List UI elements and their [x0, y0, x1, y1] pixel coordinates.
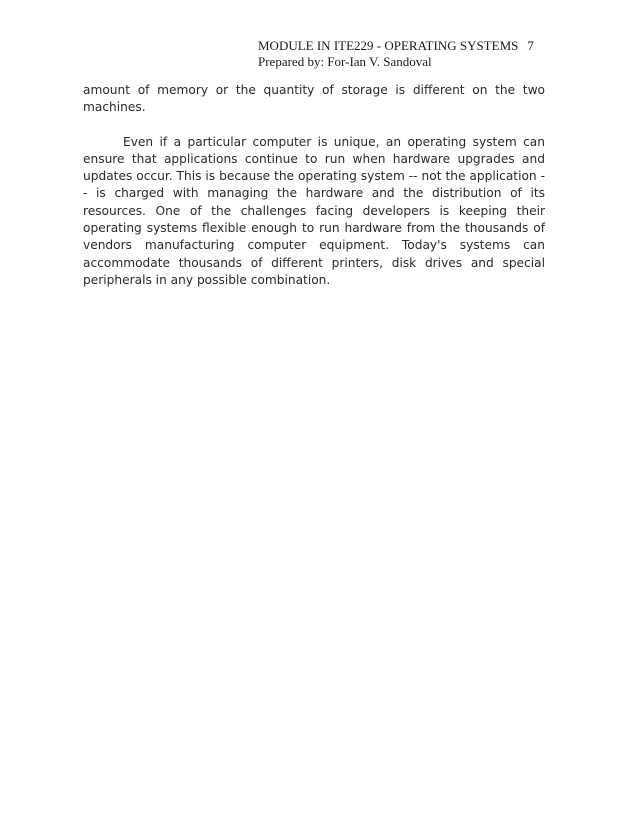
- author-line: Prepared by: For-Ian V. Sandoval: [258, 54, 432, 69]
- paragraph-continuation: amount of memory or the quantity of storage is different on the two machines.: [83, 83, 545, 115]
- page-header: [258, 38, 558, 70]
- body-text: [83, 82, 545, 289]
- header-title-line: [258, 38, 558, 54]
- page-number: 7: [527, 38, 534, 53]
- module-title: MODULE IN ITE229 - OPERATING SYSTEMS: [258, 38, 519, 53]
- paragraph-os-hardware: Even if a particular computer is unique, an operating system can ensure that applications continue to run when hardware upgrades and updates occur. This is because the operating system -- not the application -- is charged with managing the hardware and the distribution of its resources. One of the challenges facing developers is keeping their operating systems flexible enough to run hardware from the thousands of vendors manufacturing computer equipment. Today's systems can accommodate thousands of different printers, disk drives and special peripherals in any possible combination.: [83, 134, 545, 287]
